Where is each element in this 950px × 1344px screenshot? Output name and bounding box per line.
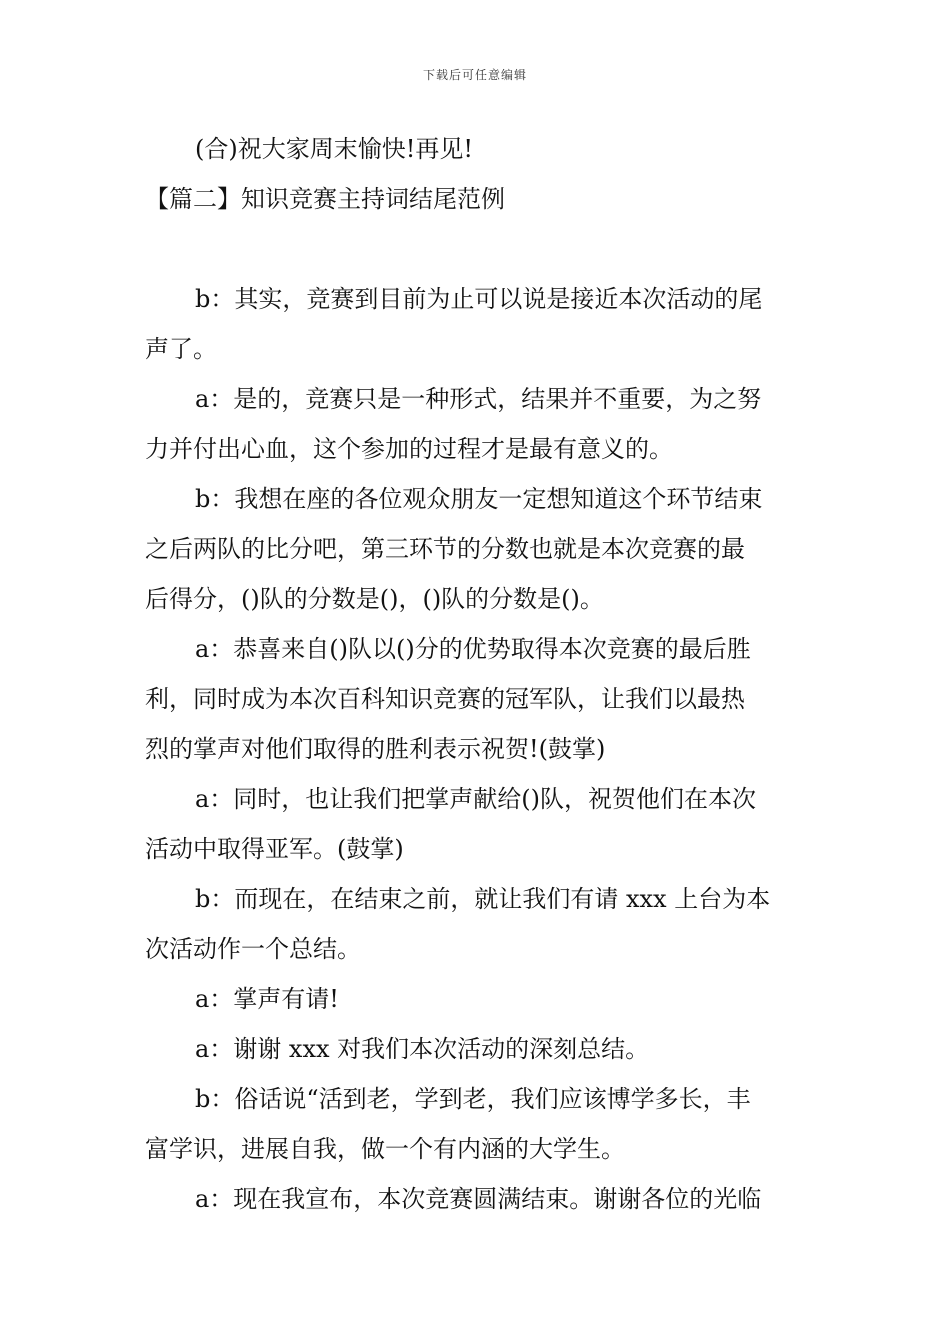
paragraph — [145, 1174, 807, 1224]
paragraph-line: 后得分，()队的分数是()，()队的分数是()。 — [145, 585, 604, 613]
paragraph-first-line: a：同时，也让我们把掌声献给()队，祝贺他们在本次 — [195, 785, 757, 813]
blank-line — [145, 224, 807, 274]
paragraph-first-line: b：我想在座的各位观众朋友一定想知道这个环节结束 — [195, 485, 763, 513]
paragraph-first-line: a：谢谢 xxx 对我们本次活动的深刻总结。 — [195, 1035, 650, 1063]
paragraph — [145, 274, 807, 374]
paragraph — [145, 1074, 807, 1174]
paragraph-first-line: b：而现在，在结束之前，就让我们有请 xxx 上台为本 — [195, 885, 771, 913]
document-body — [145, 124, 807, 1224]
paragraph — [145, 374, 807, 474]
paragraph-first-line: a：现在我宣布，本次竞赛圆满结束。谢谢各位的光临 — [195, 1185, 762, 1213]
paragraph-line: 利，同时成为本次百科知识竞赛的冠军队，让我们以最热 — [145, 685, 745, 713]
paragraph-first-line: a：恭喜来自()队以()分的优势取得本次竞赛的最后胜 — [195, 635, 751, 663]
paragraph — [145, 774, 807, 874]
paragraph-line: 力并付出心血，这个参加的过程才是最有意义的。 — [145, 435, 673, 463]
section-title: 【篇二】知识竞赛主持词结尾范例 — [145, 185, 505, 213]
paragraph — [145, 974, 807, 1024]
paragraph — [145, 1024, 807, 1074]
paragraph-line: 之后两队的比分吧，第三环节的分数也就是本次竞赛的最 — [145, 535, 745, 563]
paragraph-line: 富学识，进展自我，做一个有内涵的大学生。 — [145, 1135, 625, 1163]
paragraph-line: 烈的掌声对他们取得的胜利表示祝贺!(鼓掌) — [145, 735, 606, 763]
header-note: 下载后可任意编辑 — [422, 68, 527, 82]
paragraph — [145, 624, 807, 774]
paragraph-line: 活动中取得亚军。(鼓掌) — [145, 835, 404, 863]
paragraph-first-line: a：掌声有请! — [195, 985, 339, 1013]
paragraph-line: 声了。 — [145, 335, 217, 363]
paragraph-line: 次活动作一个总结。 — [145, 935, 361, 963]
paragraph-first-line: b：其实，竞赛到目前为止可以说是接近本次活动的尾 — [195, 285, 763, 313]
paragraph-first-line: a：是的，竞赛只是一种形式，结果并不重要，为之努 — [195, 385, 762, 413]
paragraph-list — [145, 274, 807, 1224]
paragraph — [145, 474, 807, 624]
closing-line: (合)祝大家周末愉快!再见! — [195, 135, 474, 163]
paragraph-first-line: b：俗话说“活到老，学到老，我们应该博学多长，丰 — [195, 1085, 751, 1113]
paragraph — [145, 874, 807, 974]
